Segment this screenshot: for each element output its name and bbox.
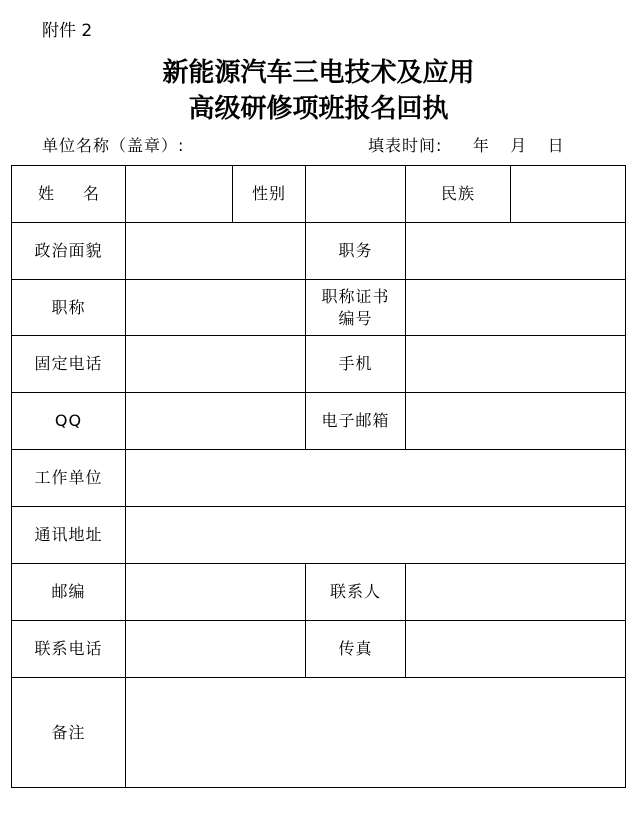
landline-field[interactable] <box>126 336 306 393</box>
remarks-label: 备注 <box>12 678 126 788</box>
title-label: 职称 <box>12 280 126 336</box>
email-label: 电子邮箱 <box>306 393 406 450</box>
table-row <box>12 507 626 564</box>
cert-label-line1: 职称证书 <box>321 286 390 306</box>
name-field[interactable] <box>126 166 233 223</box>
cert-number-label <box>306 280 406 336</box>
year-label: 年 <box>472 136 490 155</box>
registration-form-table <box>11 165 626 788</box>
qq-label: QQ <box>12 393 126 450</box>
form-title-line2: 高级研修项班报名回执 <box>188 94 449 124</box>
table-row <box>12 564 626 621</box>
contact-phone-field[interactable] <box>126 621 306 678</box>
fill-date-label: 填表时间: <box>368 136 443 155</box>
month-label: 月 <box>510 136 528 155</box>
cert-label-line2: 编号 <box>338 308 373 328</box>
mobile-field[interactable] <box>406 336 626 393</box>
table-row <box>12 336 626 393</box>
form-title-line1: 新能源汽车三电技术及应用 <box>162 58 475 88</box>
postcode-label: 邮编 <box>12 564 126 621</box>
position-field[interactable] <box>406 223 626 280</box>
contact-person-label: 联系人 <box>306 564 406 621</box>
position-label: 职务 <box>306 223 406 280</box>
ethnicity-label: 民族 <box>406 166 511 223</box>
cert-number-field[interactable] <box>406 280 626 336</box>
day-label: 日 <box>547 136 565 155</box>
table-row <box>12 450 626 507</box>
table-row <box>12 280 626 336</box>
table-row <box>12 621 626 678</box>
ethnicity-field[interactable] <box>511 166 626 223</box>
contact-phone-label: 联系电话 <box>12 621 126 678</box>
table-row <box>12 166 626 223</box>
table-row <box>12 223 626 280</box>
mobile-label: 手机 <box>306 336 406 393</box>
employer-field[interactable] <box>126 450 626 507</box>
fill-date <box>368 133 565 156</box>
political-status-field[interactable] <box>126 223 306 280</box>
email-field[interactable] <box>406 393 626 450</box>
political-status-label: 政治面貌 <box>12 223 126 280</box>
gender-label: 性别 <box>233 166 306 223</box>
gender-field[interactable] <box>306 166 406 223</box>
title-field[interactable] <box>126 280 306 336</box>
landline-label: 固定电话 <box>12 336 126 393</box>
fax-label: 传真 <box>306 621 406 678</box>
name-label: 姓 名 <box>12 166 126 223</box>
fax-field[interactable] <box>406 621 626 678</box>
address-label: 通讯地址 <box>12 507 126 564</box>
contact-person-field[interactable] <box>406 564 626 621</box>
table-row <box>12 678 626 788</box>
employer-label: 工作单位 <box>12 450 126 507</box>
table-row <box>12 393 626 450</box>
remarks-field[interactable] <box>126 678 626 788</box>
postcode-field[interactable] <box>126 564 306 621</box>
address-field[interactable] <box>126 507 626 564</box>
attachment-label: 附件 2 <box>42 21 93 41</box>
qq-field[interactable] <box>126 393 306 450</box>
unit-name-label: 单位名称（盖章）: <box>42 136 185 155</box>
